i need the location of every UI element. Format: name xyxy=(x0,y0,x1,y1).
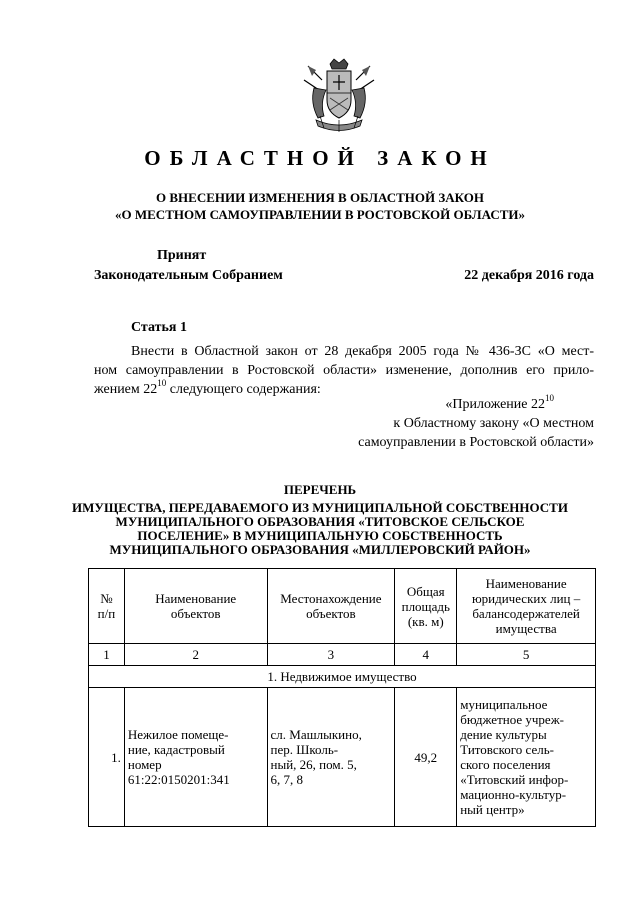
list-subtitle-line: МУНИЦИПАЛЬНОГО ОБРАЗОВАНИЯ «МИЛЛЕРОВСКИЙ РАЙОН» xyxy=(109,542,531,557)
property-table xyxy=(88,568,596,827)
article-heading: Статья 1 xyxy=(131,320,187,335)
cell-text: мационно-культур- xyxy=(460,787,567,802)
header-cell xyxy=(89,569,125,644)
adopted-date: 22 декабря 2016 года xyxy=(464,268,594,283)
appendix-title-text: «Приложение 22 xyxy=(445,397,545,412)
header-cell xyxy=(457,569,596,644)
table-header-row xyxy=(89,569,596,644)
header-text: Наименование xyxy=(485,576,567,591)
cell-text: дение культуры xyxy=(460,727,547,742)
appendix-line: самоуправлении в Ростовской области» xyxy=(358,435,594,450)
row-number: 1. xyxy=(89,688,125,827)
column-number: 1 xyxy=(89,644,125,666)
header-cell xyxy=(395,569,457,644)
cell-text: ского поселения xyxy=(460,757,551,772)
header-text: площадь xyxy=(401,598,450,614)
cell-text: номер xyxy=(127,757,162,772)
section-row xyxy=(89,666,596,688)
cell-text: 6, 7, 8 xyxy=(270,772,304,787)
adopted-by: Законодательным Собранием xyxy=(94,268,283,283)
column-number: 4 xyxy=(395,644,457,666)
column-number-row xyxy=(89,644,596,666)
column-number: 3 xyxy=(267,644,395,666)
header-text: объектов xyxy=(306,606,356,621)
location-cell xyxy=(267,688,395,827)
cell-text: Нежилое помеще- xyxy=(127,727,229,742)
header-text: объектов xyxy=(170,606,221,621)
list-subtitle-line: ИМУЩЕСТВА, ПЕРЕДАВАЕМОГО ИЗ МУНИЦИПАЛЬНОЙ СОБСТВЕННОСТИ xyxy=(72,500,568,515)
header-text: № xyxy=(100,591,113,606)
subtitle-line: О ВНЕСЕНИИ ИЗМЕНЕНИЯ В ОБЛАСТНОЙ ЗАКОН xyxy=(156,190,484,205)
document-title: ОБЛАСТНОЙ ЗАКОН xyxy=(144,146,496,170)
header-text: Наименование xyxy=(155,591,237,606)
column-number: 2 xyxy=(124,644,267,666)
article-body xyxy=(94,342,594,399)
area-cell: 49,2 xyxy=(395,688,457,827)
list-title: ПЕРЕЧЕНЬ xyxy=(283,482,357,497)
list-subtitle xyxy=(0,501,640,557)
list-subtitle-line: МУНИЦИПАЛЬНОГО ОБРАЗОВАНИЯ «ТИТОВСКОЕ СЕЛЬСКОЕ xyxy=(115,514,525,529)
document-subtitle xyxy=(0,189,640,223)
body-line-text: жением 22 xyxy=(94,382,158,397)
cell-text: ние, кадастровый xyxy=(127,742,225,757)
header-cell xyxy=(124,569,267,644)
body-line: ном самоуправлении в Ростовской области» изменение, дополнив его прило- xyxy=(94,363,594,378)
appendix-header xyxy=(334,395,594,452)
cell-text: сл. Машлыкино, xyxy=(270,727,362,742)
header-text: Общая xyxy=(406,583,445,599)
header-cell xyxy=(267,569,395,644)
cell-text: «Титовский инфор- xyxy=(460,772,569,787)
holder-cell xyxy=(457,688,596,827)
header-text: (кв. м) xyxy=(407,613,444,629)
object-name-cell xyxy=(124,688,267,827)
header-text: п/п xyxy=(97,606,116,621)
coat-of-arms-emblem xyxy=(300,58,378,136)
list-subtitle-line: ПОСЕЛЕНИЕ» В МУНИЦИПАЛЬНУЮ СОБСТВЕННОСТЬ xyxy=(137,528,503,543)
cell-text: 61:22:0150201:341 xyxy=(127,772,230,787)
header-text: Местонахождение xyxy=(280,591,382,606)
body-line: Внести в Областной закон от 28 декабря 2005 года № 436-ЗС «О мест- xyxy=(131,344,594,359)
cell-text: Титовского сель- xyxy=(460,742,554,757)
header-text: балансодержателей xyxy=(472,606,580,621)
appendix-title xyxy=(334,395,594,414)
adopted-label: Принят xyxy=(157,248,207,263)
cell-text: бюджетное учреж- xyxy=(460,712,565,727)
cell-text: муниципальное xyxy=(460,697,548,712)
cell-text: ный, 26, пом. 5, xyxy=(270,757,357,772)
superscript: 10 xyxy=(545,393,554,404)
section-title: 1. Недвижимое имущество xyxy=(89,666,596,688)
cell-text: пер. Школь- xyxy=(270,742,339,757)
body-line-text: следующего содержания: xyxy=(166,382,321,397)
header-text: юридических лиц – xyxy=(471,591,581,606)
header-text: имущества xyxy=(495,621,557,636)
subtitle-line: «О МЕСТНОМ САМОУПРАВЛЕНИИ В РОСТОВСКОЙ ОБЛАСТИ» xyxy=(115,207,525,222)
cell-text: ный центр» xyxy=(460,802,525,817)
column-number: 5 xyxy=(457,644,596,666)
table-row xyxy=(89,688,596,827)
appendix-line: к Областному закону «О местном xyxy=(393,416,594,431)
superscript: 10 xyxy=(157,378,167,389)
